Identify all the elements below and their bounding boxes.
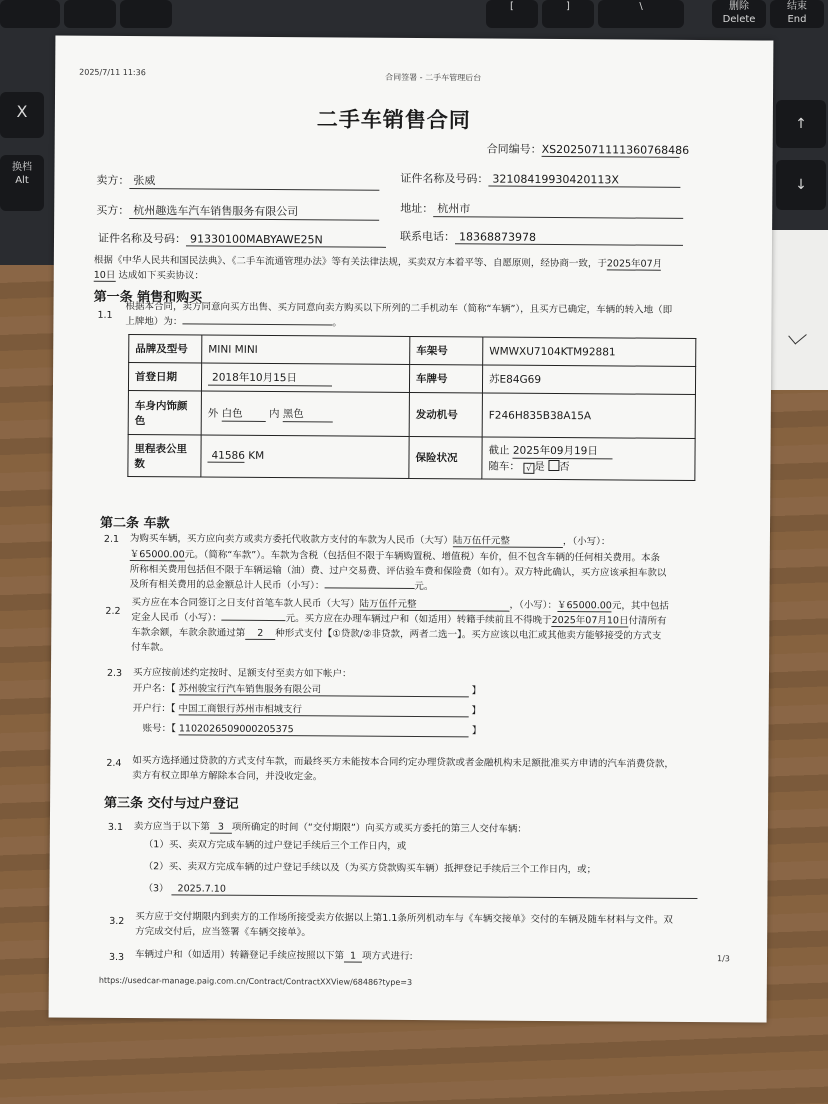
preamble-date: 2025年07月 bbox=[607, 255, 661, 270]
preamble-text-2: 达成如下买卖协议： bbox=[118, 269, 204, 282]
clause-2-1-text-c: 元。（简称“车款”）。车款为含税（包括但不限于车辆购置税、增值税）车价，但不包含车辆的任何相关费用。本条 bbox=[184, 549, 661, 564]
article-2-title: 第二条 车款 bbox=[99, 515, 170, 532]
keyboard-key-bracket-open: [ bbox=[486, 0, 538, 28]
price-in-figures: ￥65000.00 bbox=[130, 546, 185, 561]
plate-label: 车牌号 bbox=[409, 364, 482, 393]
contract-sheet bbox=[49, 36, 774, 1023]
vin-label: 车架号 bbox=[410, 336, 483, 365]
first-payment-words: 陆万伍仟元整 bbox=[359, 596, 509, 612]
insurance-prefix: 截止 bbox=[488, 444, 510, 457]
clause-1-1-text: 上牌地）为： bbox=[125, 316, 183, 328]
insurance-date: 2025年09月19日 bbox=[513, 443, 613, 460]
clause-2-1-line4 bbox=[130, 576, 434, 592]
buyer-address-row bbox=[400, 200, 683, 219]
first-registration-label: 首登日期 bbox=[128, 363, 201, 392]
table-row bbox=[128, 435, 695, 481]
table-row bbox=[128, 363, 695, 395]
clause-2-1-text-b: ，（小写）： bbox=[562, 536, 611, 548]
preamble-text: 根据《中华人民共和国民法典》、《二手车流通管理办法》等有关法律法规，买卖双方本着平等、自愿原则，经协商一致，于 bbox=[93, 254, 607, 270]
buyer-address-label: 地址： bbox=[400, 201, 434, 216]
exterior-color: 白色 bbox=[222, 405, 266, 421]
first-registration-value: 2018年10月15日 bbox=[208, 369, 332, 386]
bracket-close: 】 bbox=[471, 705, 482, 717]
keyboard-key bbox=[120, 0, 172, 28]
clause-2-2-text-g: 车款余额，车款余款通过第 bbox=[131, 627, 246, 639]
clause-2-1-text: 为购买车辆，买方应向卖方或卖方委托代收款方支付的车款为人民币（大写） bbox=[129, 533, 453, 547]
clause-2-3-line1: 买方应按前述约定按时、足额支付至卖方如下帐户： bbox=[132, 667, 352, 680]
vehicle-info-table bbox=[127, 334, 696, 481]
delivery-option: 3 bbox=[210, 822, 232, 834]
clause-number: 3.2 bbox=[109, 915, 125, 928]
page-number: 1/3 bbox=[716, 954, 730, 964]
insurance-cell bbox=[482, 437, 695, 480]
bracket-close: 】 bbox=[471, 725, 482, 737]
vin-value: WMWXU7104KTM92881 bbox=[483, 337, 696, 366]
keyboard-key-down: ↓ bbox=[776, 160, 826, 210]
bank-label: 开户行：【 bbox=[132, 703, 176, 715]
buyer-phone-value: 18368873978 bbox=[455, 230, 683, 246]
keyboard-key-x: X bbox=[0, 92, 44, 138]
keyboard-key-up: ↑ bbox=[776, 100, 826, 148]
clause-3-1-line1 bbox=[134, 818, 527, 836]
keyboard-key bbox=[0, 0, 60, 28]
delivery-date: 2025.7.10 bbox=[172, 883, 698, 899]
first-payment-figures: ￥65000.00 bbox=[557, 597, 612, 612]
article-3-title: 第三条 交付与过户登记 bbox=[104, 795, 239, 812]
engine-label: 发动机号 bbox=[409, 392, 482, 437]
clause-number: 3.3 bbox=[108, 951, 125, 964]
contract-number-value: XS2025071111360768486 bbox=[541, 142, 690, 157]
clause-2-1-end: 元。 bbox=[414, 581, 434, 593]
bank-value: 中国工商银行苏州市相城支行 bbox=[178, 700, 468, 717]
clause-2-2-text: 买方应在本合同签订之日支付首笔车款人民币（大写） bbox=[131, 597, 360, 610]
mileage-label: 里程表公里数 bbox=[128, 435, 201, 478]
buyer-id-value: 91330100MABYAWE25N bbox=[186, 232, 386, 247]
interior-prefix: 内 bbox=[268, 407, 280, 420]
keyboard-key-backslash: \ bbox=[598, 0, 684, 28]
clause-number: 2.1 bbox=[103, 533, 120, 545]
insurance-expiry bbox=[488, 443, 688, 460]
clause-2-2-text-b: ，（小写）： bbox=[509, 599, 558, 612]
clause-2-4-line1: 如买方选择通过贷款的方式支付车款，而最终买方未能按本合同约定办理贷款或者金融机构未足额批准买方申请的汽车消费贷款， bbox=[132, 755, 674, 770]
price-in-words: 陆万伍仟元整 bbox=[453, 532, 563, 548]
seller-row bbox=[96, 172, 379, 191]
clause-3-1-text-b: 项所确定的时间（“交付期限”）向买方或买方委托的第三人交付车辆： bbox=[231, 821, 527, 835]
first-registration-cell bbox=[201, 363, 409, 392]
clause-2-2-text-f: 付清所有 bbox=[628, 615, 667, 627]
balance-deadline: 2025年07月10日 bbox=[552, 612, 629, 628]
table-row bbox=[128, 391, 695, 439]
table-row bbox=[129, 335, 696, 367]
clause-3-3-line1 bbox=[135, 946, 413, 963]
mileage-unit: KM bbox=[248, 449, 265, 462]
clause-3-3-text-b: 项方式进行: bbox=[361, 950, 413, 963]
no-label: 否 bbox=[559, 461, 570, 474]
yes-checkbox: √ bbox=[523, 463, 534, 474]
no-checkbox bbox=[548, 460, 559, 471]
preamble-line2 bbox=[94, 267, 204, 283]
clause-3-2-line2: 方完成交付后，应当签署《车辆交接单》。 bbox=[135, 926, 311, 939]
account-number-value: 1102026509000205375 bbox=[179, 723, 469, 737]
preamble-day: 10日 bbox=[94, 267, 116, 282]
delivery-option-3 bbox=[143, 880, 697, 899]
brand-value: MINI MINI bbox=[202, 335, 410, 364]
buyer-row bbox=[96, 202, 379, 221]
seller-name: 张威 bbox=[129, 172, 379, 191]
clause-2-2-text-d: 定金人民币（小写）： bbox=[131, 612, 222, 624]
clause-2-4-line2: 卖方有权立即单方解除本合同，并没收定金。 bbox=[132, 770, 323, 783]
account-name-row bbox=[133, 680, 481, 697]
buyer-phone-row bbox=[400, 228, 683, 246]
clause-number: 3.1 bbox=[107, 821, 124, 833]
clause-3-1-text: 卖方应当于以下第 bbox=[133, 821, 210, 833]
buyer-id-row bbox=[98, 230, 386, 248]
clause-3-2-line1: 买方应于交付期限内到卖方的工作场所接受卖方依据以上第1.1条所列机动车与《车辆交接单》交付的车辆及随车材料与文件。双 bbox=[135, 911, 673, 926]
clause-1-1-end: 。 bbox=[332, 317, 343, 329]
clause-2-2-line4: 付车款。 bbox=[131, 642, 170, 654]
clause-number: 2.2 bbox=[105, 605, 121, 617]
keyboard-key-alt: 换档 Alt bbox=[0, 155, 44, 211]
buyer-name: 杭州趣选车汽车销售服务有限公司 bbox=[129, 202, 379, 221]
bank-row bbox=[133, 700, 481, 717]
account-name-label: 开户名：【 bbox=[132, 683, 176, 695]
account-name-value: 苏州骏宝行汽车销售服务有限公司 bbox=[179, 680, 469, 697]
brand-label: 品牌及型号 bbox=[129, 335, 202, 364]
mileage-value: 41586 bbox=[207, 450, 244, 463]
clause-3-3-text: 车辆过户和（如适用）转籍登记手续应按照以下第 bbox=[134, 949, 345, 962]
engine-value: F246H835B38A15A bbox=[482, 393, 695, 438]
keyboard-key-end: 结束 End bbox=[770, 0, 824, 28]
deposit-blank bbox=[222, 620, 286, 621]
clause-2-2-text-e: 元。买方应在办理车辆过户和（如适用）转籍手续前且不得晚于 bbox=[285, 613, 552, 626]
clause-number: 1.1 bbox=[97, 309, 113, 321]
clause-1-1-line2 bbox=[125, 313, 342, 329]
contract-number-label: 合同编号： bbox=[486, 142, 542, 156]
clause-2-2-line3 bbox=[131, 624, 661, 643]
registration-place-blank bbox=[182, 323, 332, 325]
clause-2-1-line3: 所称相关费用包括但不限于车辆运输（油）费、过户交易费、评估验车费和保险费（如有）。双方特此确认，买方应该承担车款以 bbox=[129, 564, 667, 579]
plate-value: 苏E84G69 bbox=[482, 365, 695, 394]
yes-label: 是 bbox=[534, 460, 545, 473]
seller-id-label: 证件名称及号码： bbox=[400, 171, 489, 186]
mileage-cell bbox=[201, 435, 409, 478]
color-label: 车身内饰颜色 bbox=[128, 391, 201, 436]
seller-id-value: 32108419930420113X bbox=[488, 173, 680, 188]
buyer-label: 买方： bbox=[96, 203, 130, 218]
delivery-option-3-label: （3） bbox=[143, 883, 169, 895]
interior-color: 黑色 bbox=[283, 406, 333, 422]
delivery-option-1: （1）买、卖双方完成车辆的过户登记手续后三个工作日内，或 bbox=[143, 839, 407, 852]
keyboard-key-delete: 删除 Delete bbox=[712, 0, 766, 28]
article-1-title: 第一条 销售和购买 bbox=[93, 289, 203, 306]
page-title: 二手车销售合同 bbox=[316, 107, 471, 133]
account-number-label: 账号：【 bbox=[142, 723, 176, 735]
account-number-row bbox=[143, 720, 482, 737]
buyer-id-label: 证件名称及号码： bbox=[97, 231, 187, 246]
site-title: 合同签署 - 二手车管理后台 bbox=[385, 72, 482, 83]
total-amount-blank bbox=[324, 587, 414, 589]
color-cell bbox=[201, 391, 409, 436]
payment-method: 2 bbox=[245, 628, 275, 640]
buyer-phone-label: 联系电话： bbox=[399, 229, 456, 244]
with-car-label: 随车： bbox=[488, 460, 520, 473]
exterior-prefix: 外 bbox=[207, 407, 219, 420]
contract-number bbox=[486, 141, 690, 158]
clause-number: 2.3 bbox=[106, 667, 123, 679]
bracket-close: 】 bbox=[471, 685, 482, 697]
footer-url: https://usedcar-manage.paig.com.cn/Contract/ContractXXView/68486?type=3 bbox=[98, 975, 413, 988]
seller-id-row bbox=[400, 170, 680, 188]
clause-number: 2.4 bbox=[106, 757, 122, 769]
keyboard-key-bracket-close: ] bbox=[542, 0, 594, 28]
keyboard-key bbox=[64, 0, 116, 28]
delivery-option-2: （2）买、卖双方完成车辆的过户登记手续以及（为买方贷款购买车辆）抵押登记手续后三个工作日内，或； bbox=[143, 861, 597, 876]
clause-2-2-text-h: 种形式支付【①贷款/②非贷款，两者二选一】。买方应该以电汇或其他卖方能够接受的方式支 bbox=[275, 628, 662, 642]
transfer-option: 1 bbox=[344, 951, 362, 963]
clause-2-1-text-d: 及所有相关费用的总金额总计人民币（小写）： bbox=[129, 579, 325, 592]
clause-1-1-line1: 根据本合同，卖方同意向买方出售、买方同意向卖方购买以下所列的二手机动车（简称“车辆”），且买方已确定，车辆的转入地（即 bbox=[125, 301, 673, 316]
insurance-label: 保险状况 bbox=[409, 436, 482, 479]
clause-2-2-text-c: 元，其中包括 bbox=[611, 600, 669, 612]
seller-label: 卖方： bbox=[96, 173, 130, 188]
print-timestamp: 2025/7/11 11:36 bbox=[79, 67, 146, 78]
with-car-row bbox=[488, 459, 688, 475]
buyer-address-value: 杭州市 bbox=[433, 200, 683, 219]
